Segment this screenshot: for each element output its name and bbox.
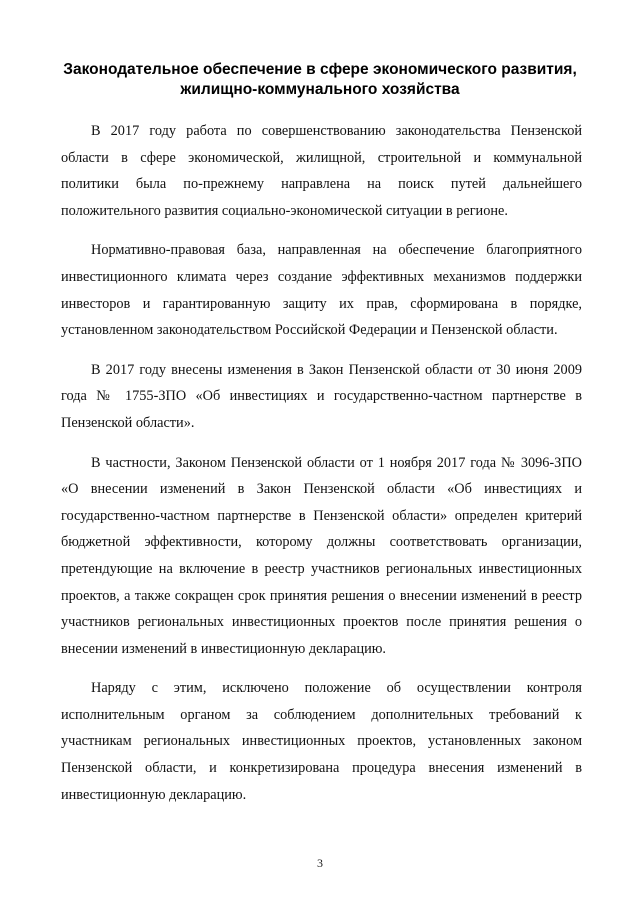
page-number: 3 — [317, 856, 323, 870]
paragraph-2: Нормативно-правовая база, направленная на обеспечение благоприятного инвестиционного климата через создание эффективных механизмов поддержки инвесторов и гарантированную защиту их прав, сформирована в порядке, установленном законодательством Российской Федерации и Пензенской области. — [61, 242, 582, 339]
paragraph-4: В частности, Законом Пензенской области от 1 ноября 2017 года № 3096-ЗПО «О внесении изменений в Закон Пензенской области «Об инвестициях и государственно-частном партнерстве в Пензенской области» определен критерий бюджетной эффективности, которому должны соответствовать организации, претендующие на включение в реестр участников региональных инвестиционных проектов, а также сокращен срок принятия решения о внесении изменений в реестр участников региональных инвестиционных проектов после принятия решения о внесении изменений в инвестиционную декларацию. — [61, 454, 582, 657]
document-title: Законодательное обеспечение в сфере экономического развития, жилищно-коммунального хозяйства — [63, 61, 577, 98]
paragraph-3: В 2017 году внесены изменения в Закон Пензенской области от 30 июня 2009 года № 1755-ЗПО «Об инвестициях и государственно-частном партнерстве в Пензенской области». — [61, 361, 582, 431]
paragraph-1: В 2017 году работа по совершенствованию законодательства Пензенской области в сфере экономической, жилищной, строительной и коммунальной политики была по-прежнему направлена на поиск путей дальнейшего положительного развития социально-экономической ситуации в регионе. — [61, 123, 582, 219]
paragraph-5: Наряду с этим, исключено положение об осуществлении контроля исполнительным органом за соблюдением дополнительных требований к участникам региональных инвестиционных проектов, установленных законом Пензенской области, и конкретизирована процедура внесения изменений в инвестиционную декларацию. — [61, 680, 582, 803]
document-body — [61, 118, 582, 821]
